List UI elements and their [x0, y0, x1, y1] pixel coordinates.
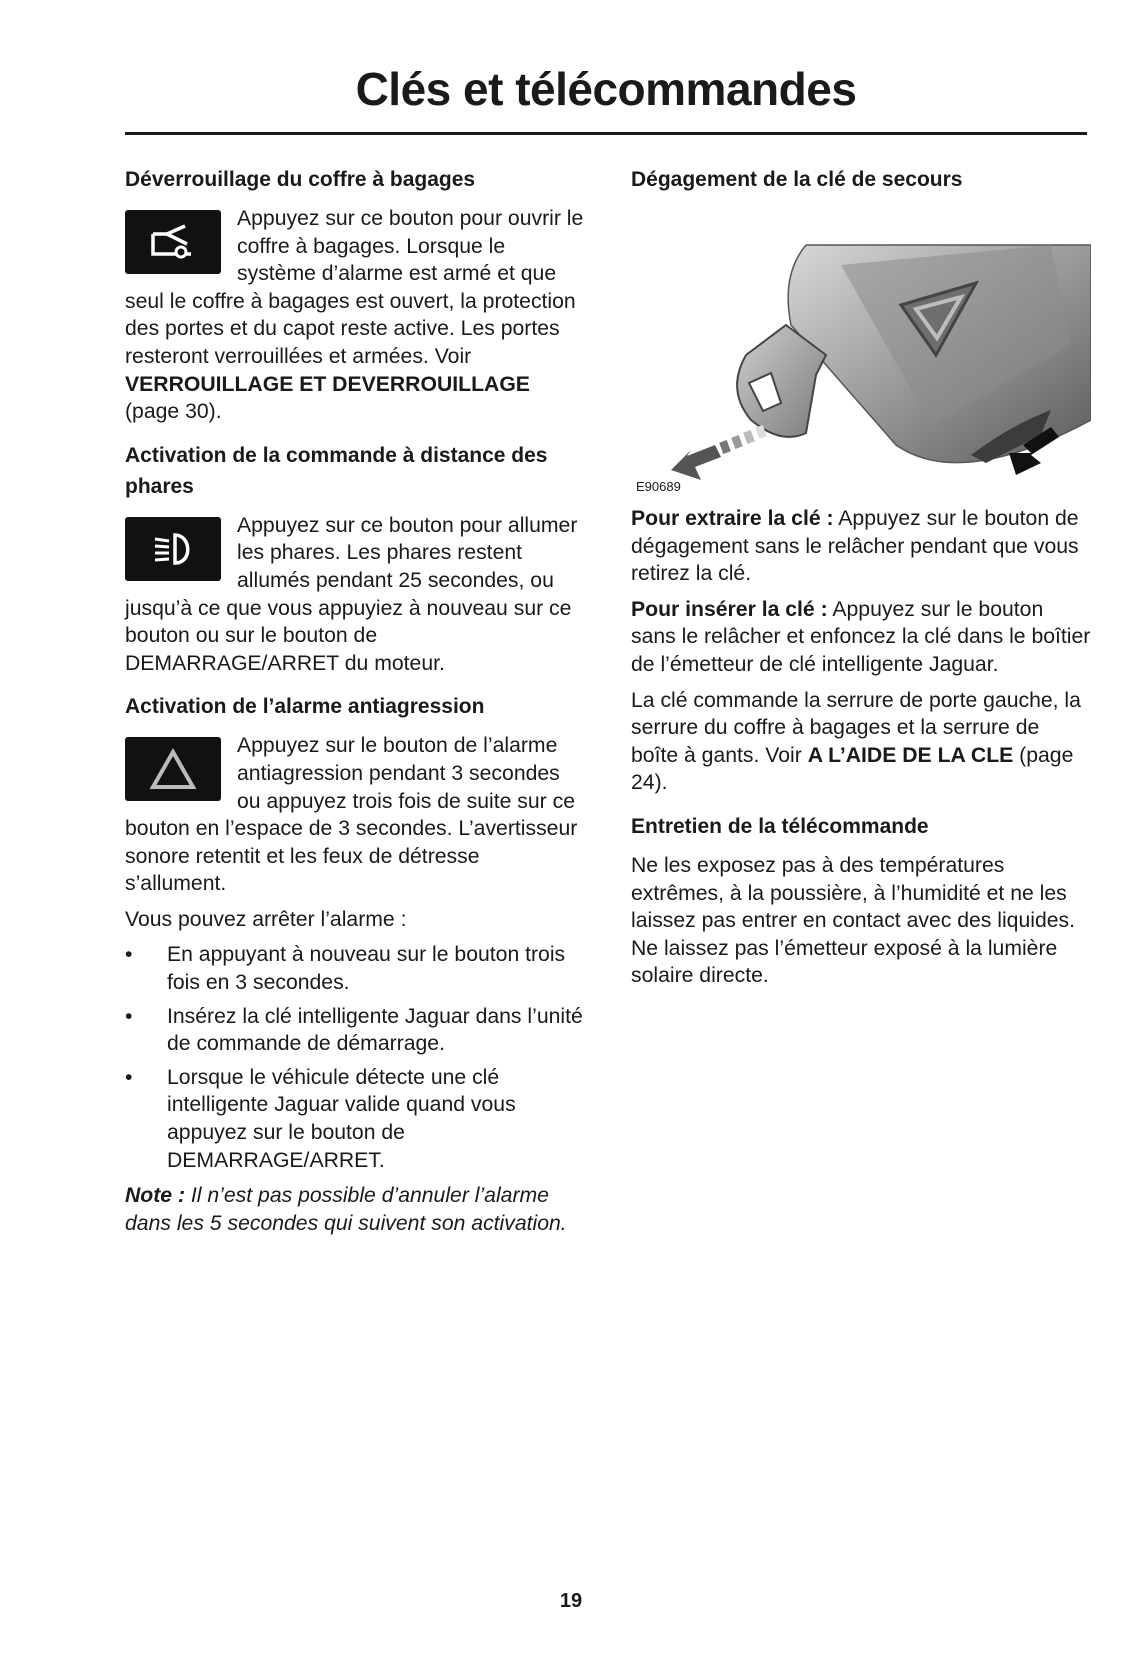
trunk-open-icon — [125, 210, 221, 274]
section-release — [631, 164, 1091, 797]
alarm-text: Appuyez sur le bouton de l’alarme antiagression pendant 3 secondes ou appuyez trois fois de suite sur ce bouton en l’espace de 3 secondes. L’avertisseur sonore retentit et les feux de détresse s’allument. — [125, 734, 578, 896]
section-heading: Dégagement de la clé de secours — [631, 168, 963, 191]
trunk-text: Appuyez sur ce bouton pour ouvrir le coffre à bagages. Lorsque le système d’alarme est armé et que seul le coffre à bagages est ouvert, la protection des portes et du capot reste active. Les portes resteront verrouillées et armées. Voir — [125, 207, 584, 368]
xref-verrouillage[interactable]: VERROUILLAGE ET DEVERROUILLAGE — [125, 372, 530, 396]
page-number: 19 — [559, 1590, 583, 1612]
locks-paragraph: La clé commande la serrure de porte gauche, la serrure du coffre à bagages et la serrure de boîte à gants. Voir A L’AIDE DE LA CLE (page 24). — [631, 688, 1081, 795]
extract-paragraph: Pour extraire la clé : Appuyez sur le bouton de dégagement sans le relâcher pendant que vous retirez la clé. — [631, 507, 1079, 586]
section-heading: Déverrouillage du coffre à bagages — [125, 168, 476, 191]
lights-text: Appuyez sur ce bouton pour allumer les phares. Les phares restent allumés pendant 25 secondes, ou jusqu’à ce que vous appuyiez à nouveau sur ce bouton ou sur le bouton de DEMARRAGE/ARRET du moteur. — [125, 513, 578, 675]
note-text: Il n’est pas possible d’annuler l’alarme dans les 5 secondes qui suivent son activation. — [125, 1184, 567, 1235]
figure-id: E90689 — [636, 479, 681, 495]
section-alarm — [125, 691, 585, 1237]
insert-paragraph: Pour insérer la clé : Appuyez sur le bouton sans le relâcher et enfoncez la clé dans le boîtier de l’émetteur de clé intelligente Jaguar. — [631, 597, 1091, 676]
alarm-stop-intro: Vous pouvez arrêter l’alarme : — [125, 907, 407, 931]
key-release-illustration — [631, 205, 1091, 505]
list-item: • Insérez la clé intelligente Jaguar dans l’unité de commande de démarrage. — [125, 1003, 585, 1058]
page-title: Clés et télécommandes — [355, 63, 857, 115]
left-column — [125, 164, 585, 1251]
xref-aide-cle[interactable]: A L’AIDE DE LA CLE — [807, 743, 1014, 767]
list-item: • En appuyant à nouveau sur le bouton trois fois en 3 secondes. — [125, 941, 585, 996]
section-heading: Activation de la commande à distance des phares — [125, 443, 548, 498]
section-trunk: Déverrouillage du coffre à bagages Appuyez sur ce bouton pour ouvrir le coffre à bagages. Lorsque le système d’alarme est armé et que seul le coffre à bagages est ouvert, la protection des portes et du capot reste active. Les portes resteront verrouillées et armées. Voir VERROUILLAGE ET DEVERROUILLAGE (page 30). — [125, 164, 585, 426]
list-item: • Lorsque le véhicule détecte une clé intelligente Jaguar valide quand vous appuyez sur le bouton de DEMARRAGE/ARRET. — [125, 1064, 585, 1174]
title-rule — [125, 132, 1087, 135]
right-column — [631, 164, 1091, 1004]
hazard-triangle-icon — [125, 737, 221, 801]
care-text: Ne les exposez pas à des températures extrêmes, à la poussière, à l’humidité et ne les laissez pas entrer en contact avec des liquides. Ne laissez pas l’émetteur exposé à la lumière solaire directe. — [631, 853, 1076, 988]
section-care — [631, 811, 1091, 990]
note-label: Note : — [125, 1184, 186, 1208]
headlamp-icon — [125, 517, 221, 581]
note — [125, 1182, 585, 1237]
section-heading: Entretien de la télécommande — [631, 814, 929, 838]
section-heading: Activation de l’alarme antiagression — [125, 695, 485, 719]
section-lights — [125, 440, 585, 678]
alarm-stop-list — [125, 941, 585, 1174]
